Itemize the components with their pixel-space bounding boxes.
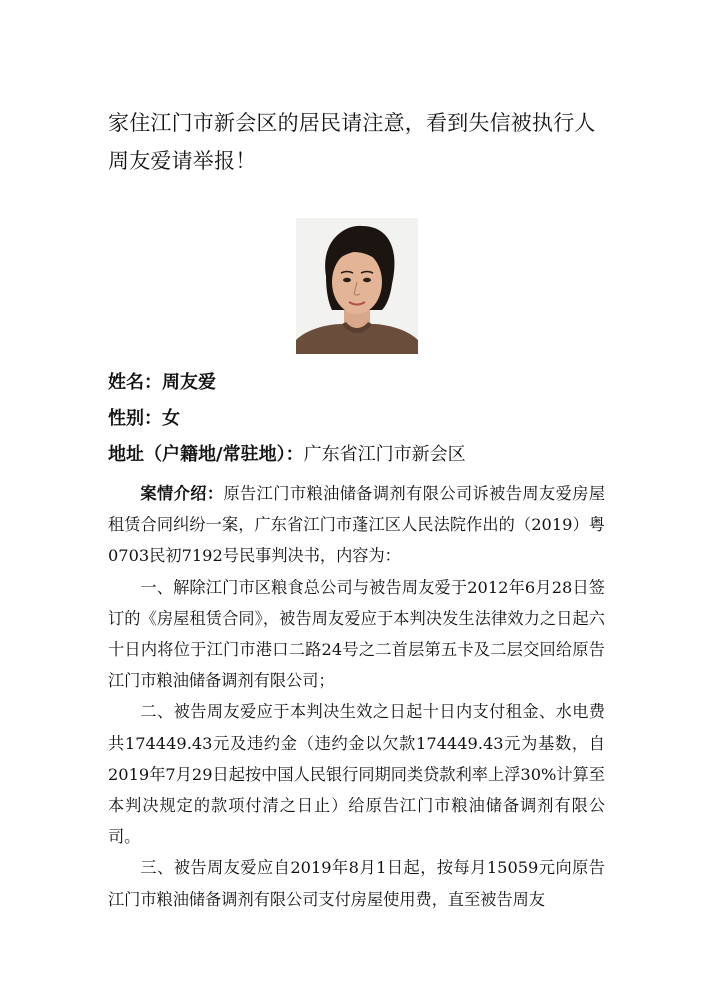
case-intro-paragraph bbox=[108, 478, 605, 572]
portrait-illustration bbox=[296, 218, 418, 354]
name-label: 姓名： bbox=[108, 372, 162, 393]
name-value: 周友爱 bbox=[162, 372, 216, 393]
judgment-item: 二、被告周友爱应于本判决生效之日起十日内支付租金、水电费共174449.43元及违约金（违约金以欠款174449.43元为基数，自2019年7月29日起按中国人民银行同期同类贷款利率上浮30%计算至本判决规定的款项付清之日止）给原告江门市粮油储备调剂有限公司。 bbox=[108, 702, 605, 847]
case-intro-label: 案情介绍： bbox=[140, 484, 224, 503]
address-row bbox=[108, 442, 628, 468]
address-label: 地址（户籍地/常驻地）： bbox=[108, 444, 304, 465]
notice-headline: 家住江门市新会区的居民请注意，看到失信被执行人周友爱请举报！ bbox=[108, 111, 596, 173]
portrait-photo bbox=[296, 218, 418, 354]
gender-row bbox=[108, 406, 628, 432]
gender-label: 性别： bbox=[108, 408, 162, 429]
name-row bbox=[108, 370, 628, 396]
judgment-item: 一、解除江门市区粮食总公司与被告周友爱于2012年6月28日签订的《房屋租赁合同》，被告周友爱应于本判决发生法律效力之日起六十日内将位于江门市港口二路24号之二首层第五卡及二层交回给原告江门市粮油储备调剂有限公司； bbox=[108, 577, 605, 691]
case-intro-text: 原告江门市粮油储备调剂有限公司诉被告周友爱房屋租赁合同纠纷一案，广东省江门市蓬江区人民法院作出的（2019）粤0703民初7192号民事判决书，内容为： bbox=[108, 484, 606, 566]
address-value: 广东省江门市新会区 bbox=[303, 444, 466, 465]
case-details bbox=[108, 478, 605, 915]
gender-value: 女 bbox=[162, 408, 180, 429]
judgment-item: 三、被告周友爱应自2019年8月1日起，按每月15059元向原告江门市粮油储备调剂有限公司支付房屋使用费，直至被告周友 bbox=[108, 858, 605, 909]
